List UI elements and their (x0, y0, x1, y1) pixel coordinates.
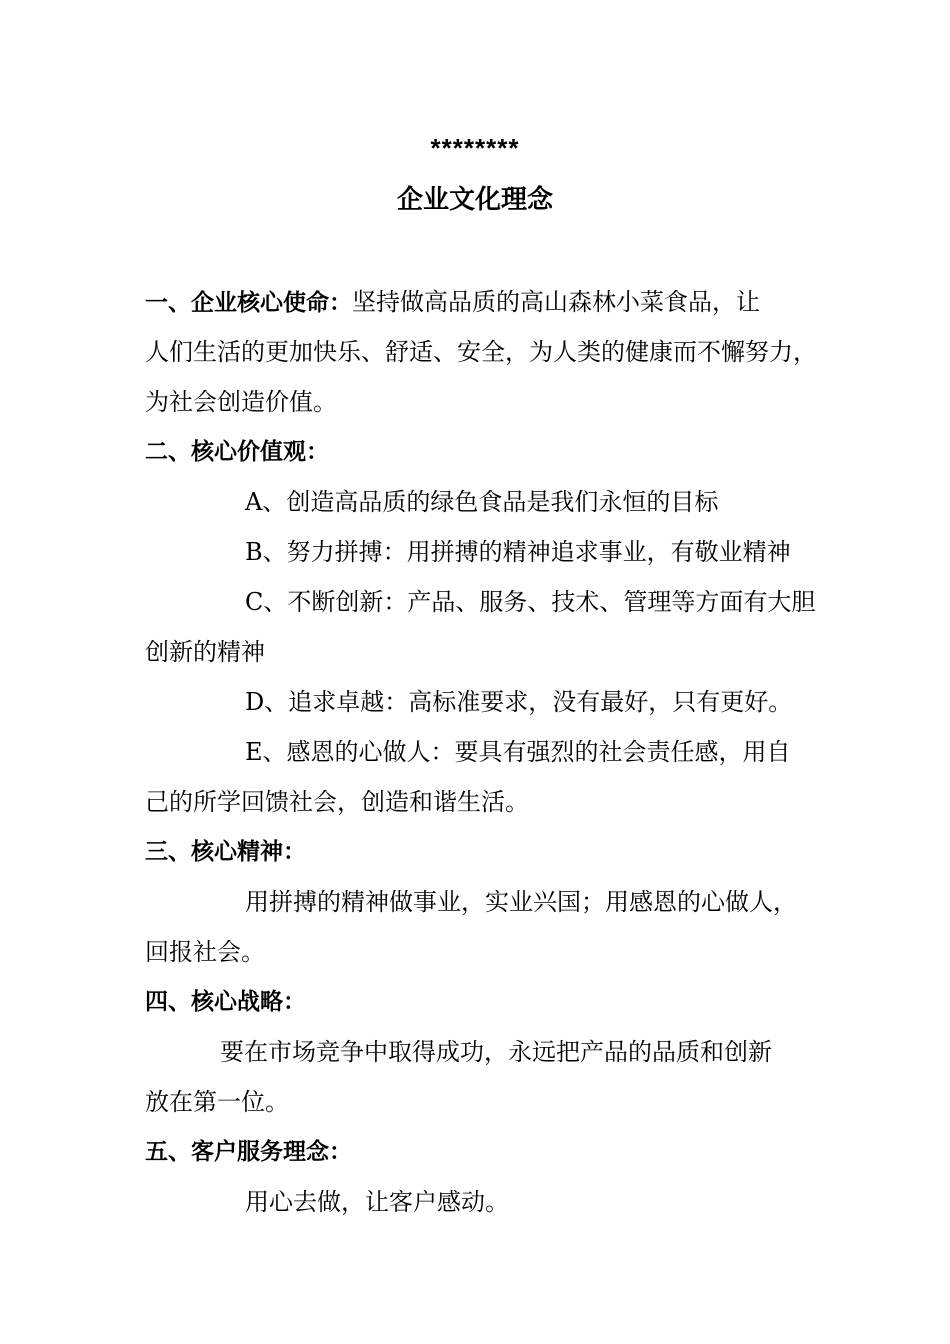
mission-heading: 一、企业核心使命： (145, 290, 352, 316)
spirit-line-2: 回报社会。 (145, 938, 265, 966)
strategy-line-2: 放在第一位。 (145, 1088, 289, 1116)
values-item-e-line-1: E、感恩的心做人：要具有强烈的社会责任感，用自 (245, 738, 791, 766)
spirit-line-1: 用拼搏的精神做事业，实业兴国；用感恩的心做人， (245, 888, 797, 916)
values-item-b: B、努力拼搏：用拼搏的精神追求事业，有敬业精神 (245, 538, 791, 566)
values-item-e-line-2: 己的所学回馈社会，创造和谐生活。 (145, 788, 529, 816)
values-item-d: D、追求卓越：高标准要求，没有最好，只有更好。 (245, 688, 793, 716)
service-line-1: 用心去做，让客户感动。 (245, 1188, 509, 1216)
service-heading: 五、客户服务理念： (145, 1139, 352, 1165)
mission-line-3: 为社会创造价值。 (145, 388, 337, 416)
values-item-c-line-2: 创新的精神 (145, 638, 265, 666)
company-name-placeholder: ******** (430, 133, 520, 163)
mission-line-2: 人们生活的更加快乐、舒适、安全，为人类的健康而不懈努力， (145, 338, 817, 366)
mission-text: 坚持做高品质的高山森林小菜食品，让 (352, 288, 760, 316)
strategy-line-1: 要在市场竞争中取得成功，永远把产品的品质和创新 (220, 1038, 772, 1066)
mission-line-1 (145, 277, 810, 327)
document-body (145, 277, 817, 1227)
document-title: 企业文化理念 (396, 185, 553, 215)
values-item-c-line-1: C、不断创新：产品、服务、技术、管理等方面有大胆 (245, 588, 816, 616)
strategy-heading: 四、核心战略： (145, 989, 306, 1015)
spirit-heading: 三、核心精神： (145, 839, 306, 865)
values-item-a: A、创造高品质的绿色食品是我们永恒的目标 (245, 488, 719, 516)
values-heading: 二、核心价值观： (145, 439, 329, 465)
